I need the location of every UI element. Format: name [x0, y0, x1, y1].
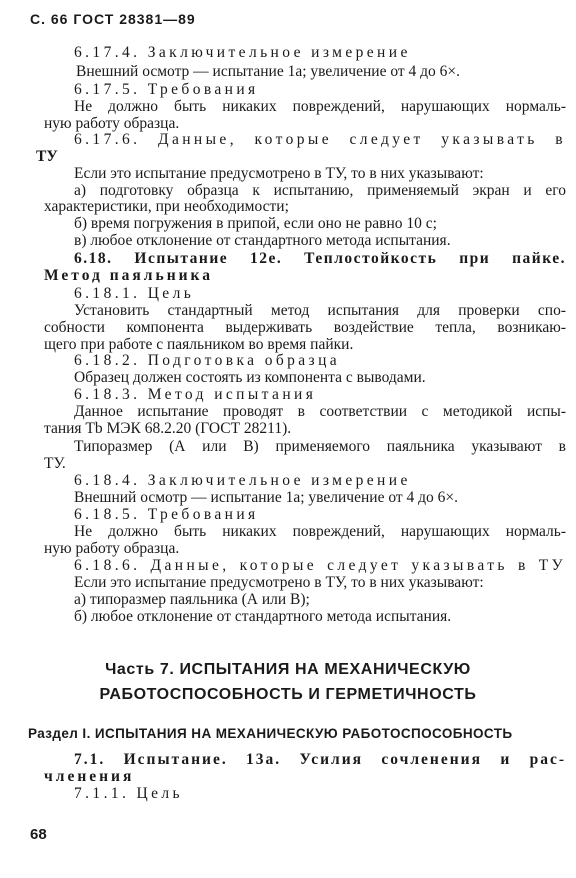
- paragraph-line: Внешний осмотр — испытание 1а; увеличение от 4 до 6×.: [76, 63, 461, 80]
- heading-6-18-5: 6.18.5. Требования: [74, 506, 259, 523]
- heading-7-1-continuation: членения: [44, 768, 135, 785]
- list-item: а) типоразмер паяльника (А или В);: [74, 591, 310, 608]
- part-title-continuation: РАБОТОСПОСОБНОСТЬ И ГЕРМЕТИЧНОСТЬ: [99, 686, 477, 703]
- list-item: б) любое отклонение от стандартного метода испытания.: [74, 608, 452, 625]
- heading-6-18: 6.18. Испытание 12е. Теплостойкость при пайке.: [74, 250, 566, 267]
- paragraph-line: Внешний осмотр — испытание 1а; увеличение от 4 до 6×.: [74, 489, 459, 506]
- paragraph-line: Данное испытание проводят в соответствии с методикой испы-: [74, 403, 566, 420]
- page-header: С. 66 ГОСТ 28381—89: [30, 11, 196, 27]
- heading-7-1-1: 7.1.1. Цель: [74, 785, 184, 802]
- list-item: б) время погружения в припой, если оно не равно 10 с;: [74, 215, 437, 232]
- paragraph-line: ную работу образца.: [44, 540, 180, 557]
- page-number: 68: [30, 826, 47, 843]
- paragraph-line: собности компонента выдерживать воздействие тепла, возникаю-: [44, 319, 566, 336]
- paragraph-line: ную работу образца.: [44, 115, 180, 132]
- paragraph-line: ТУ.: [44, 455, 66, 472]
- heading-6-18-6: 6.18.6. Данные, которые следует указывать в ТУ: [74, 557, 566, 574]
- paragraph-line: Образец должен состоять из компонента с выводами.: [74, 369, 426, 386]
- heading-6-17-5: 6.17.5. Требования: [74, 81, 259, 98]
- heading-6-18-1: 6.18.1. Цель: [74, 285, 195, 302]
- heading-7-1: 7.1. Испытание. 13а. Усилия сочленения и рас-: [74, 751, 566, 768]
- paragraph-line: Не должно быть никаких повреждений, нарушающих нормаль-: [74, 523, 566, 540]
- paragraph-line: щего при работе с паяльником во время пайки.: [44, 336, 354, 353]
- paragraph-line: Если это испытание предусмотрено в ТУ, то в них указывают:: [74, 574, 484, 591]
- paragraph-line: тания Tb МЭК 68.2.20 (ГОСТ 28211).: [44, 420, 292, 437]
- list-item: в) любое отклонение от стандартного метода испытания.: [74, 232, 451, 249]
- heading-6-17-6: 6.17.6. Данные, которые следует указывать в: [74, 131, 566, 148]
- heading-6-18-continuation: Метод паяльника: [44, 267, 213, 284]
- paragraph-line: Установить стандартный метод испытания для проверки спо-: [74, 302, 566, 319]
- part-title: Часть 7. ИСПЫТАНИЯ НА МЕХАНИЧЕСКУЮ: [105, 661, 471, 678]
- heading-6-18-2: 6.18.2. Подготовка образца: [74, 352, 341, 369]
- heading-6-17-4: 6.17.4. Заключительное измерение: [74, 44, 411, 61]
- paragraph-line: Типоразмер (А или В) применяемого паяльника указывают в: [74, 438, 566, 455]
- paragraph-line: Если это испытание предусмотрено в ТУ, то в них указывают:: [74, 165, 484, 182]
- section-title: Раздел I. ИСПЫТАНИЯ НА МЕХАНИЧЕСКУЮ РАБОТОСПОСОБНОСТЬ: [28, 726, 513, 741]
- heading-continuation: ТУ: [36, 148, 58, 165]
- list-item-continuation: характеристики, при необходимости;: [44, 198, 289, 215]
- paragraph-line: Не должно быть никаких повреждений, нарушающих нормаль-: [74, 98, 566, 115]
- heading-6-18-4: 6.18.4. Заключительное измерение: [74, 472, 411, 489]
- heading-6-18-3: 6.18.3. Метод испытания: [74, 386, 317, 403]
- list-item: а) подготовку образца к испытанию, применяемый экран и его: [74, 182, 566, 199]
